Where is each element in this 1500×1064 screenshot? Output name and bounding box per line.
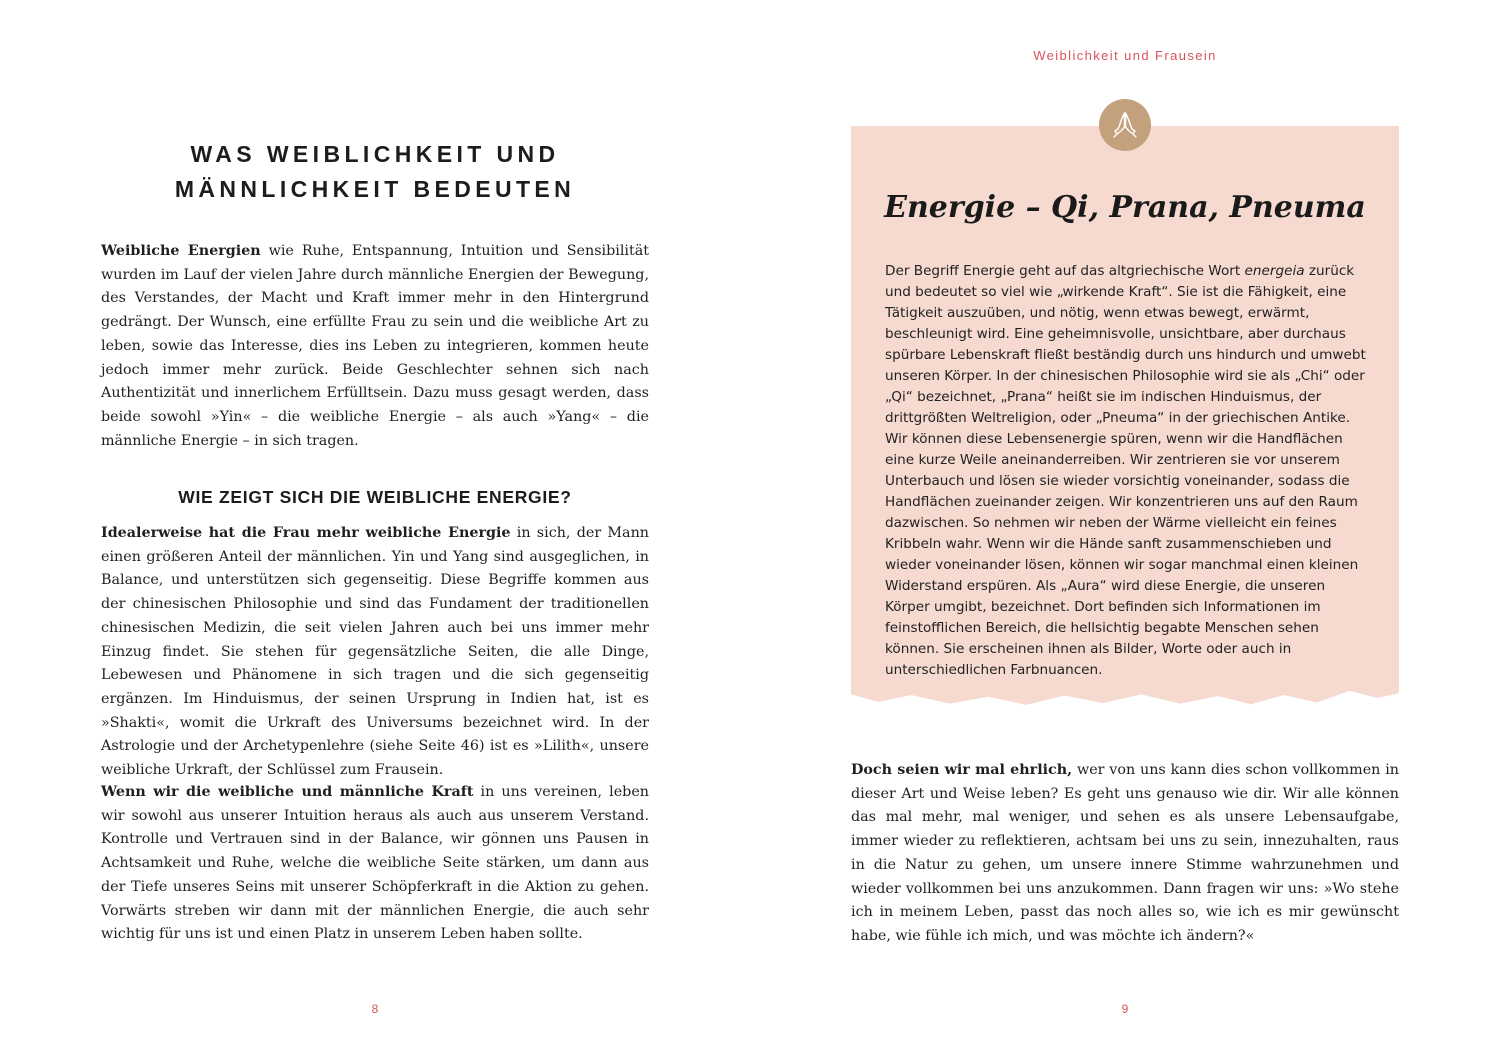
box-text-part: Der Begriff Energie geht auf das altgriechische Wort bbox=[885, 263, 1245, 279]
paragraph-honesty bbox=[851, 759, 1399, 949]
paragraph-body: in sich, der Mann einen größeren Anteil der männlichen. Yin und Yang sind ausgeglichen, in Balance, und unterstützen sich gegenseitig. Diese Begriffe kommen aus der chinesischen Philosophie und sind das Fundament der traditionellen chinesischen Medizin, die seit vielen Jahren auch bei uns immer mehr Einzug findet. Sie stehen für gegensätzliche Seiten, die alle Dinge, Lebewesen und Phänomene in sich tragen und die sich gegenseitig ergänzen. Im Hinduismus, der seinen Ursprung in Indien hat, ist es »Shakti«, womit die Urkraft des Universums bezeichnet wird. In der Astrologie und der Archetypenlehre (siehe Seite 46) ist es »Lilith«, unsere weibliche Urkraft, der Schlüssel zum Frausein. bbox=[101, 525, 649, 779]
paragraph-body: wie Ruhe, Entspannung, Intuition und Sensibilität wurden im Lauf der vielen Jahre durch männliche Energien der Bewegung, des Verstandes, der Macht und Kraft immer mehr in den Hintergrund gedrängt. Der Wunsch, eine erfüllte Frau zu sein und die weibliche Art zu leben, sowie das Interesse, dies ins Leben zu integrieren, kommen heute jedoch immer mehr zurück. Beide Geschlechter sehnen sich nach Authentizität und innerlichem Erfülltsein. Dazu muss gesagt werden, dass beide sowohl »Yin« – die weibliche Energie – als auch »Yang« – die männliche Energie – in sich tragen. bbox=[101, 243, 649, 449]
chapter-title-line2: MÄNNLICHKEIT BEDEUTEN bbox=[174, 176, 576, 202]
chapter-title bbox=[100, 137, 650, 207]
section-heading: WIE ZEIGT SICH DIE WEIBLICHE ENERGIE? bbox=[178, 487, 572, 507]
right-page bbox=[750, 0, 1500, 1064]
paragraph-balance bbox=[101, 781, 649, 947]
paragraph-lead: Wenn wir die weibliche und männliche Kraft bbox=[101, 784, 474, 800]
page-number-right: 9 bbox=[1121, 1002, 1129, 1016]
page-number-left: 8 bbox=[371, 1002, 379, 1016]
paragraph-lead: Idealerweise hat die Frau mehr weibliche Energie bbox=[101, 525, 511, 541]
running-head: Weiblichkeit und Frausein bbox=[1033, 48, 1217, 63]
paragraph-intro bbox=[101, 240, 649, 453]
box-text-italic: energeia bbox=[1244, 263, 1305, 279]
chapter-title-line1: WAS WEIBLICHKEIT UND bbox=[190, 141, 560, 167]
box-text-part: Wir können diese Lebensenergie spüren, wenn wir die Handflächen eine kurze Weile aneinanderreiben. Wir zentrieren sie vor unserem Unterbauch und lösen sie wieder vorsichtig voneinander, sodass die Handflächen zueinander zeigen. Wir konzentrieren uns auf den Raum dazwischen. So nehmen wir neben der Wärme vielleicht ein feines Kribbeln wahr. Wenn wir die Hände sanft zusammenschieben und wieder voneinander lösen, können wir sogar manchmal einen kleinen Widerstand erspüren. Als „Aura“ wird diese Energie, die unseren Körper umgibt, bezeichnet. Dort befinden sich Informationen im feinstofflichen Bereich, die hellsichtig begabte Menschen sehen können. Sie erscheinen ihnen als Bilder, Worte oder auch in unterschiedlichen Farbnuancen. bbox=[885, 431, 1359, 678]
paragraph-yin-yang bbox=[101, 522, 649, 783]
box-title: Energie – Qi, Prana, Pneuma bbox=[884, 190, 1366, 225]
medallion bbox=[1099, 99, 1151, 151]
box-text-part: zurück und bedeutet so viel wie „wirkende Kraft“. Sie ist die Fähigkeit, eine Tätigkeit auszuüben, und nötig, wenn etwas bewegt, erwärmt, beschleunigt wird. Eine geheimnisvolle, unsichtbare, aber durchaus spürbare Lebenskraft fließt beständig durch uns hindurch und umwebt unseren Körper. In der chinesischen Philosophie wird sie als „Chi“ oder „Qi“ bezeichnet, „Prana“ heißt sie im indischen Hinduismus, der drittgrößten Weltreligion, oder „Pneuma“ in der griechischen Antike. bbox=[885, 263, 1366, 426]
paragraph-body: in uns vereinen, leben wir sowohl aus unserer Intuition heraus als auch aus unserem Verstand. Kontrolle und Vertrauen sind in der Balance, wir gönnen uns Pausen in Achtsamkeit und Ruhe, welche die weibliche Seite stärken, um dann aus der Tiefe unseres Seins mit unserer Schöpferkraft in die Aktion zu gehen. Vorwärts streben wir dann mit der männlichen Energie, die auch sehr wichtig für uns ist und einen Platz in unserem Leben haben sollte. bbox=[101, 784, 649, 943]
box-text bbox=[885, 261, 1368, 681]
paragraph-lead: Doch seien wir mal ehrlich, bbox=[851, 762, 1073, 778]
praying-hands-icon bbox=[1111, 110, 1139, 140]
paragraph-body: wer von uns kann dies schon vollkommen in dieser Art und Weise leben? Es geht uns genauso wie dir. Wir alle können das mal mehr, mal weniger, und sehen es als unsere Lebensaufgabe, immer wieder zu reflektieren, achtsam bei uns zu sein, innezuhalten, raus in die Natur zu gehen, um unsere innere Stimme wahrzunehmen und wieder vollkommen bei uns anzukommen. Dann fragen wir uns: »Wo stehe ich in meinem Leben, passt das noch alles so, wie ich es mir gewünscht habe, wie fühle ich mich, und was möchte ich ändern?« bbox=[851, 762, 1399, 944]
paragraph-lead: Weibliche Energien bbox=[101, 243, 261, 259]
